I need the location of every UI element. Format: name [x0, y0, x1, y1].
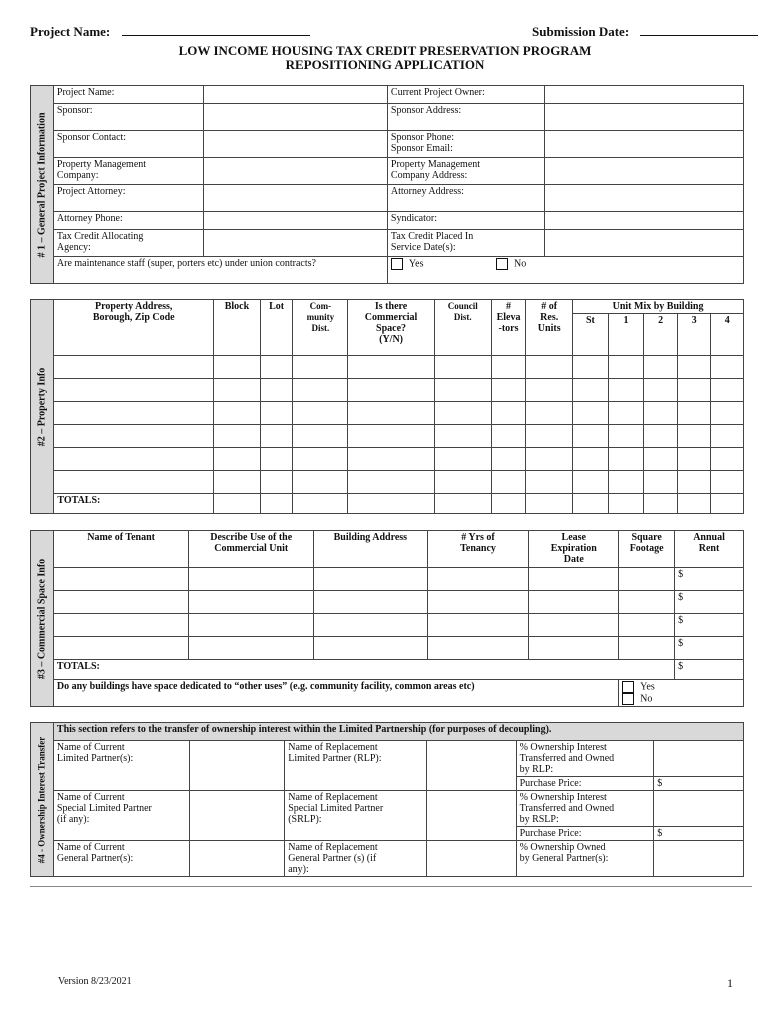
- field-label: Attorney Phone:: [53, 212, 203, 230]
- col-community-district: Com- munity Dist.: [293, 300, 348, 356]
- input-cell[interactable]: [573, 471, 609, 494]
- input-cell[interactable]: [189, 568, 314, 591]
- col-mix-4: 4: [711, 314, 744, 356]
- input-cell[interactable]: [711, 494, 744, 514]
- no-checkbox[interactable]: [496, 258, 508, 270]
- table-row: [31, 637, 744, 660]
- field-label: Name of Replacement Limited Partner (RLP):: [285, 741, 427, 791]
- totals-rent[interactable]: [675, 660, 744, 680]
- input-cell[interactable]: [644, 356, 678, 379]
- input-cell[interactable]: [526, 356, 573, 379]
- input-cell[interactable]: [677, 356, 711, 379]
- input-cell[interactable]: [526, 379, 573, 402]
- input-cell[interactable]: [526, 494, 573, 514]
- input-cell[interactable]: [54, 471, 214, 494]
- col-block: Block: [214, 300, 261, 356]
- table-row: [31, 448, 744, 471]
- input-cell[interactable]: [426, 841, 516, 877]
- input-cell[interactable]: [427, 591, 529, 614]
- input-cell[interactable]: [491, 356, 526, 379]
- input-cell[interactable]: [526, 471, 573, 494]
- input-cell[interactable]: [654, 791, 744, 827]
- input-cell[interactable]: [214, 494, 261, 514]
- input-cell[interactable]: [711, 448, 744, 471]
- input-cell[interactable]: [526, 425, 573, 448]
- totals-row: [31, 494, 744, 514]
- input-cell[interactable]: [654, 741, 744, 777]
- input-cell[interactable]: [677, 402, 711, 425]
- input-cell[interactable]: [260, 379, 293, 402]
- yes-checkbox[interactable]: [391, 258, 403, 270]
- input-cell[interactable]: [654, 841, 744, 877]
- input-cell[interactable]: [675, 568, 744, 591]
- version-label: Version 8/23/2021: [58, 976, 132, 987]
- input-cell[interactable]: [189, 591, 314, 614]
- input-cell[interactable]: [348, 356, 434, 379]
- input-cell[interactable]: [260, 402, 293, 425]
- input-cell[interactable]: [426, 791, 516, 841]
- input-cell[interactable]: [189, 637, 314, 660]
- input-cell[interactable]: [608, 356, 644, 379]
- input-cell[interactable]: [619, 637, 675, 660]
- input-cell[interactable]: [427, 614, 529, 637]
- input-cell[interactable]: [203, 158, 387, 185]
- input-cell[interactable]: [203, 212, 387, 230]
- col-res-units: # of Res. Units: [526, 300, 573, 356]
- totals-label: TOTALS:: [53, 660, 674, 680]
- input-cell[interactable]: [573, 448, 609, 471]
- other-uses-question: Do any buildings have space dedicated to “other uses” (e.g. community facility, common areas etc): [53, 680, 618, 707]
- input-cell[interactable]: [54, 379, 214, 402]
- input-cell[interactable]: [214, 471, 261, 494]
- field-label: Tax Credit Allocating Agency:: [53, 230, 203, 257]
- input-cell[interactable]: [214, 356, 261, 379]
- purchase-price-label: Purchase Price:: [516, 827, 654, 841]
- totals-label: TOTALS:: [54, 494, 214, 514]
- col-council-district: Council Dist.: [434, 300, 491, 356]
- input-cell[interactable]: [491, 402, 526, 425]
- field-label: Project Name:: [53, 86, 203, 104]
- no-checkbox[interactable]: [622, 693, 634, 705]
- input-cell[interactable]: [491, 448, 526, 471]
- other-uses-row: [31, 680, 744, 707]
- input-cell[interactable]: [644, 471, 678, 494]
- dollar-sign: $: [657, 778, 663, 789]
- input-cell[interactable]: [491, 494, 526, 514]
- table-row: [31, 425, 744, 448]
- field-label: Name of Current Special Limited Partner (if any):: [53, 791, 189, 841]
- input-cell[interactable]: [189, 614, 314, 637]
- input-cell[interactable]: [214, 379, 261, 402]
- input-cell[interactable]: [348, 471, 434, 494]
- input-cell[interactable]: [260, 425, 293, 448]
- submission-date-label: Submission Date:: [532, 24, 630, 39]
- yes-label: Yes: [640, 681, 655, 693]
- input-cell[interactable]: [711, 402, 744, 425]
- input-cell[interactable]: [314, 614, 428, 637]
- input-cell[interactable]: [434, 402, 491, 425]
- input-cell[interactable]: [544, 158, 743, 185]
- input-cell[interactable]: [348, 448, 434, 471]
- col-years-tenancy: # Yrs of Tenancy: [427, 531, 529, 568]
- input-cell[interactable]: [293, 379, 348, 402]
- input-cell[interactable]: [203, 86, 387, 104]
- input-cell[interactable]: [529, 614, 619, 637]
- field-label: Name of Replacement General Partner (s) (if any):: [285, 841, 427, 877]
- field-label: Sponsor:: [53, 104, 203, 131]
- field-label: Sponsor Address:: [387, 104, 544, 131]
- input-cell[interactable]: [189, 791, 285, 841]
- col-elevators: # Eleva -tors: [491, 300, 526, 356]
- project-name-line: [30, 24, 310, 40]
- input-cell[interactable]: [293, 356, 348, 379]
- input-cell[interactable]: [675, 614, 744, 637]
- input-cell[interactable]: [434, 356, 491, 379]
- input-cell[interactable]: [608, 425, 644, 448]
- section-2-property-info: [30, 299, 744, 514]
- input-cell[interactable]: [677, 379, 711, 402]
- input-cell[interactable]: [608, 494, 644, 514]
- project-name-label: Project Name:: [30, 24, 111, 39]
- section-2-side-label: #2 – Property Info: [31, 300, 54, 514]
- col-commercial-space: Is there Commercial Space? (Y/N): [348, 300, 434, 356]
- input-cell[interactable]: [53, 591, 189, 614]
- input-cell[interactable]: [544, 104, 743, 131]
- other-uses-answer: [619, 680, 744, 707]
- input-cell[interactable]: [434, 379, 491, 402]
- submission-date-line: [532, 24, 758, 40]
- input-cell[interactable]: [529, 591, 619, 614]
- col-use-description: Describe Use of the Commercial Unit: [189, 531, 314, 568]
- input-cell[interactable]: [675, 637, 744, 660]
- col-mix-2: 2: [644, 314, 678, 356]
- input-cell[interactable]: [675, 591, 744, 614]
- input-cell[interactable]: [434, 425, 491, 448]
- input-cell[interactable]: [711, 379, 744, 402]
- purchase-price-input[interactable]: [654, 827, 744, 841]
- input-cell[interactable]: [573, 356, 609, 379]
- field-label: Syndicator:: [387, 212, 544, 230]
- input-cell[interactable]: [644, 494, 678, 514]
- input-cell[interactable]: [619, 568, 675, 591]
- input-cell[interactable]: [434, 448, 491, 471]
- field-label: Property Management Company Address:: [387, 158, 544, 185]
- input-cell[interactable]: [526, 448, 573, 471]
- dollar-sign: $: [678, 592, 684, 603]
- input-cell[interactable]: [314, 637, 428, 660]
- field-label: Property Management Company:: [53, 158, 203, 185]
- input-cell[interactable]: [619, 614, 675, 637]
- section-3-commercial-space-info: [30, 530, 744, 707]
- input-cell[interactable]: [203, 230, 387, 257]
- purchase-price-label: Purchase Price:: [516, 777, 654, 791]
- input-cell[interactable]: [608, 471, 644, 494]
- col-building-address: Building Address: [314, 531, 428, 568]
- input-cell[interactable]: [608, 379, 644, 402]
- union-question: Are maintenance staff (super, porters etc) under union contracts?: [53, 257, 387, 284]
- no-label: No: [513, 258, 527, 270]
- project-name-field[interactable]: [122, 24, 310, 36]
- input-cell[interactable]: [348, 425, 434, 448]
- input-cell[interactable]: [573, 402, 609, 425]
- input-cell[interactable]: [54, 448, 214, 471]
- input-cell[interactable]: [677, 471, 711, 494]
- input-cell[interactable]: [260, 494, 293, 514]
- input-cell[interactable]: [214, 402, 261, 425]
- section-1-general-project-info: [30, 85, 744, 284]
- col-mix-st: St: [573, 314, 609, 356]
- input-cell[interactable]: [348, 494, 434, 514]
- input-cell[interactable]: [189, 841, 285, 877]
- input-cell[interactable]: [644, 425, 678, 448]
- input-cell[interactable]: [54, 402, 214, 425]
- input-cell[interactable]: [434, 471, 491, 494]
- input-cell[interactable]: [293, 402, 348, 425]
- input-cell[interactable]: [677, 425, 711, 448]
- input-cell[interactable]: [203, 185, 387, 212]
- form-title: LOW INCOME HOUSING TAX CREDIT PRESERVATION PROGRAM: [178, 43, 592, 58]
- input-cell[interactable]: [260, 471, 293, 494]
- input-cell[interactable]: [314, 591, 428, 614]
- input-cell[interactable]: [348, 402, 434, 425]
- input-cell[interactable]: [529, 637, 619, 660]
- field-label: Current Project Owner:: [387, 86, 544, 104]
- input-cell[interactable]: [573, 425, 609, 448]
- input-cell[interactable]: [644, 448, 678, 471]
- table-row: [31, 568, 744, 591]
- col-lot: Lot: [260, 300, 293, 356]
- input-cell[interactable]: [293, 471, 348, 494]
- input-cell[interactable]: [427, 568, 529, 591]
- field-label: Sponsor Phone: Sponsor Email:: [387, 131, 544, 158]
- no-label: No: [640, 693, 653, 705]
- section-3-side-label: #3 – Commercial Space Info: [31, 531, 54, 707]
- table-row: [31, 614, 744, 637]
- dollar-sign: $: [657, 828, 663, 839]
- input-cell[interactable]: [426, 741, 516, 791]
- input-cell[interactable]: [608, 448, 644, 471]
- input-cell[interactable]: [544, 185, 743, 212]
- field-label: % Ownership Interest Transferred and Owned by RSLP:: [516, 791, 654, 827]
- input-cell[interactable]: [544, 131, 743, 158]
- table-row: [31, 379, 744, 402]
- field-label: Tax Credit Placed In Service Date(s):: [387, 230, 544, 257]
- input-cell[interactable]: [203, 131, 387, 158]
- input-cell[interactable]: [53, 637, 189, 660]
- input-cell[interactable]: [314, 568, 428, 591]
- col-mix-3: 3: [677, 314, 711, 356]
- col-property-address: Property Address, Borough, Zip Code: [54, 300, 214, 356]
- input-cell[interactable]: [203, 104, 387, 131]
- input-cell[interactable]: [260, 448, 293, 471]
- section-1-side-label: # 1 – General Project Information: [31, 86, 54, 284]
- input-cell[interactable]: [293, 425, 348, 448]
- form-subtitle: REPOSITIONING APPLICATION: [285, 57, 485, 72]
- input-cell[interactable]: [711, 356, 744, 379]
- input-cell[interactable]: [348, 379, 434, 402]
- field-label: Attorney Address:: [387, 185, 544, 212]
- input-cell[interactable]: [491, 425, 526, 448]
- input-cell[interactable]: [434, 494, 491, 514]
- bottom-rule: [30, 886, 752, 887]
- dollar-sign: $: [678, 569, 684, 580]
- dollar-sign: $: [678, 638, 684, 649]
- input-cell[interactable]: [214, 425, 261, 448]
- input-cell[interactable]: [293, 448, 348, 471]
- union-answer: [387, 257, 743, 284]
- field-label: Name of Replacement Special Limited Partner (SRLP):: [285, 791, 427, 841]
- field-label: Sponsor Contact:: [53, 131, 203, 158]
- field-label: Project Attorney:: [53, 185, 203, 212]
- field-label: Name of Current Limited Partner(s):: [53, 741, 189, 791]
- dollar-sign: $: [678, 615, 684, 626]
- yes-label: Yes: [408, 258, 424, 270]
- input-cell[interactable]: [544, 86, 743, 104]
- input-cell[interactable]: [544, 230, 743, 257]
- field-label: % Ownership Owned by General Partner(s):: [516, 841, 654, 877]
- col-unit-mix: Unit Mix by Building: [573, 300, 744, 314]
- input-cell[interactable]: [644, 379, 678, 402]
- input-cell[interactable]: [54, 425, 214, 448]
- input-cell[interactable]: [526, 402, 573, 425]
- section-4-side-label: #4 - Ownership Interest Transfer: [31, 723, 54, 877]
- input-cell[interactable]: [608, 402, 644, 425]
- table-row: [31, 471, 744, 494]
- input-cell[interactable]: [544, 212, 743, 230]
- section-4-intro: This section refers to the transfer of ownership interest within the Limited Partnership (for purposes of decoupling).: [53, 723, 743, 741]
- input-cell[interactable]: [491, 471, 526, 494]
- field-label: % Ownership Interest Transferred and Owned by RLP:: [516, 741, 654, 777]
- col-mix-1: 1: [608, 314, 644, 356]
- input-cell[interactable]: [53, 568, 189, 591]
- input-cell[interactable]: [189, 741, 285, 791]
- table-row: [31, 591, 744, 614]
- dollar-sign: $: [678, 661, 684, 672]
- table-row: [31, 356, 744, 379]
- input-cell[interactable]: [53, 614, 189, 637]
- table-row: [31, 402, 744, 425]
- yes-checkbox[interactable]: [622, 681, 634, 693]
- input-cell[interactable]: [644, 402, 678, 425]
- field-label: Name of Current General Partner(s):: [53, 841, 189, 877]
- input-cell[interactable]: [677, 448, 711, 471]
- input-cell[interactable]: [427, 637, 529, 660]
- input-cell[interactable]: [293, 494, 348, 514]
- input-cell[interactable]: [711, 425, 744, 448]
- input-cell[interactable]: [529, 568, 619, 591]
- input-cell[interactable]: [677, 494, 711, 514]
- input-cell[interactable]: [711, 471, 744, 494]
- input-cell[interactable]: [214, 448, 261, 471]
- col-lease-expiration: Lease Expiration Date: [529, 531, 619, 568]
- totals-row: [31, 660, 744, 680]
- purchase-price-input[interactable]: [654, 777, 744, 791]
- page-number: 1: [727, 976, 733, 990]
- col-annual-rent: Annual Rent: [675, 531, 744, 568]
- col-tenant-name: Name of Tenant: [53, 531, 189, 568]
- input-cell[interactable]: [491, 379, 526, 402]
- section-4-ownership-transfer: [30, 722, 744, 877]
- input-cell[interactable]: [573, 494, 609, 514]
- input-cell[interactable]: [260, 356, 293, 379]
- input-cell[interactable]: [54, 356, 214, 379]
- input-cell[interactable]: [573, 379, 609, 402]
- input-cell[interactable]: [619, 591, 675, 614]
- submission-date-field[interactable]: [640, 24, 758, 36]
- col-square-footage: Square Footage: [619, 531, 675, 568]
